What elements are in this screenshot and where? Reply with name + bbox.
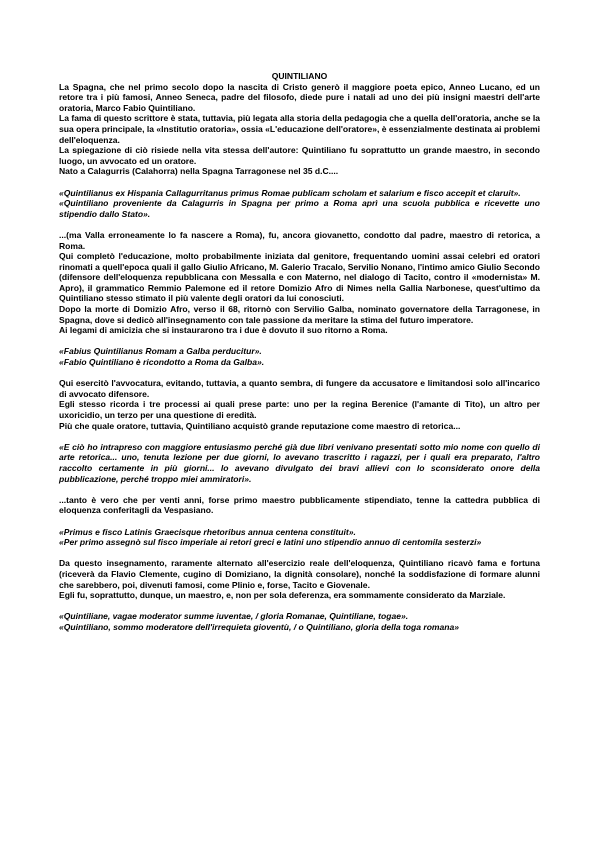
paragraph: ...tanto è vero che per venti anni, forse primo maestro pubblicamente stipendiato, tenne la cattedra pubblica di eloquenza conferitagli da Vespasiano.: [59, 494, 540, 516]
paragraph: Egli fu, soprattutto, dunque, un maestro, e, non per sola deferenza, era sommamente considerato da Marziale.: [59, 590, 506, 601]
paragraph: La fama di questo scrittore è stata, tuttavia, più legata alla storia della pedagogia che a quella dell'oratoria, anche se la sua opera principale, la «Institutio oratoria», ossia «L'educazione dell'oratore», è essenzialmente destinata ai problemi dell'eloquenza.: [59, 113, 540, 145]
page-title: QUINTILIANO: [271, 71, 328, 81]
document-page: [59, 71, 540, 632]
paragraph: Qui completò l'educazione, molto probabilmente iniziata dal genitore, frequentando uomini assai celebri ed oratori rinomati a quell'epoca quali il gallo Giulio Africano, M. Galerio Tracalo, Servilio Nonano, l'intimo amico Giulio Secondo (difensore dell'eloquenza repubblicana con Messalla e con Materno, nel dialogo di Tacito, contro il «modernista» M. Apro), il grammatico Remmio Palemone ed il retore Domizio Afro di Nimes nella Gallia Narbonese, quest'ultimo da Quintiliano stesso stimato il più valente degli oratori da lui conosciuti.: [59, 251, 540, 304]
paragraph: ...(ma Valla erroneamente lo fa nascere a Roma), fu, ancora giovanetto, condotto dal padre, maestro di retorica, a Roma.: [59, 229, 540, 251]
paragraph: Ai legami di amicizia che si instaurarono tra i due è dovuto il suo ritorno a Roma.: [59, 325, 388, 336]
paragraph: Più che quale oratore, tuttavia, Quintiliano acquistò grande reputazione come maestro di retorica...: [59, 420, 461, 431]
latin-quote: «Quintiliane, vagae moderator summe iuventae, / gloria Romanae, Quintiliane, togae».: [59, 611, 409, 622]
latin-quote: «Quintilianus ex Hispania Callagurritanus primus Romae publicam scholam et salarium e fisco accepit et claruit».: [59, 187, 521, 198]
paragraph: Qui esercitò l'avvocatura, evitando, tuttavia, a quanto sembra, di fungere da accusatore e limitandosi solo all'incarico di avvocato difensore.: [59, 378, 540, 399]
quote-translation: «Per primo assegnò sul fisco imperiale ai retori greci e latini uno stipendio annuo di centomila sesterzi»: [59, 537, 482, 548]
latin-quote: «Primus e fisco Latinis Graecisque rhetoribus annua centena constituit».: [59, 526, 356, 537]
quote-translation: «E ciò ho intrapreso con maggiore entusiasmo perché già due libri venivano presentati sotto mio nome con quello di arte retorica... uno, tenuta lezione per due giorni, lo avevano trascritto i ragazzi, per i quali era preparato, l'altro raccolto certamente in più giorni... lo avevano divulgato dei bravi allievi con lo sconsiderato onore della pubblicazione, perché troppo miei ammiratori».: [59, 441, 540, 484]
paragraph: La Spagna, che nel primo secolo dopo la nascita di Cristo generò il maggiore poeta epico, Anneo Lucano, ed un retore tra i più famosi, Anneo Seneca, padre del filosofo, diede pure i natali ad uno dei più insigni maestri dell'arte oratoria, Marco Fabio Quintiliano.: [59, 81, 540, 113]
paragraph: La spiegazione di ciò risiede nella vita stessa dell'autore: Quintiliano fu soprattutto un grande maestro, in secondo luogo, un avvocato ed un oratore.: [59, 145, 540, 166]
paragraph: Nato a Calagurris (Calahorra) nella Spagna Tarragonese nel 35 d.C....: [59, 166, 339, 177]
paragraph: Egli stesso ricorda i tre processi ai quali prese parte: uno per la regina Berenice (l'amante di Tito), un altro per uxoricidio, un terzo per una questione di eredità.: [59, 399, 540, 420]
paragraph: Dopo la morte di Domizio Afro, verso il 68, ritornò con Servilio Galba, nominato governatore della Tarragonese, in Spagna, dove si dedicò all'insegnamento con tale passione da meritare la stima del futuro imperatore.: [59, 304, 540, 325]
latin-quote: «Fabius Quintilianus Romam a Galba perducitur».: [59, 346, 262, 357]
quote-translation: «Quintiliano, sommo moderatore dell'irrequieta gioventù, / o Quintiliano, gloria della toga romana»: [59, 621, 459, 632]
quote-translation: «Quintiliano proveniente da Calagurris in Spagna per primo a Roma aprì una scuola pubblica e ricevette uno stipendio dallo Stato».: [59, 198, 540, 219]
paragraph: Da questo insegnamento, raramente alternato all'esercizio reale dell'eloquenza, Quintiliano ricavò fama e fortuna (riceverà da Flavio Clemente, cugino di Domiziano, la dignità consolare), nonché la soddisfazione di formare alunni che sarebbero, poi, divenuti famosi, come Plinio e, forse, Tacito e Giovenale.: [59, 558, 540, 590]
quote-translation: «Fabio Quintiliano è ricondotto a Roma da Galba».: [59, 357, 265, 368]
